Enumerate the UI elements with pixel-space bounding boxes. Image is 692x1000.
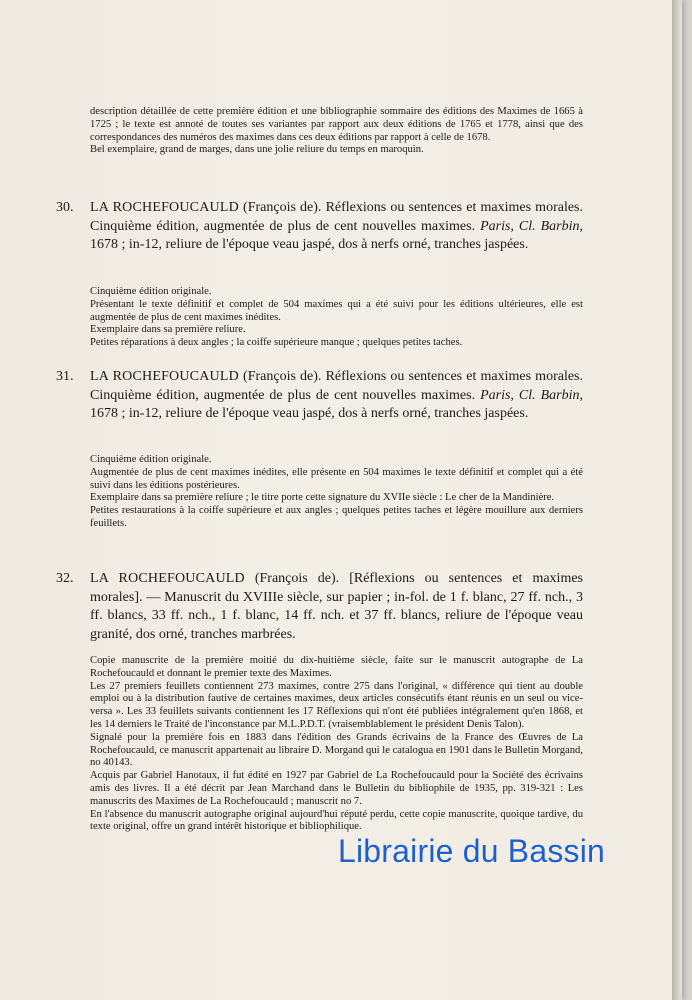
note-line: Les 27 premiers feuillets contiennent 273 maximes, contre 275 dans l'original, « différence qui tient au double emploi ou à la distribution fautive de certaines maximes, deux articles consécutifs étant réunis en un seul ou vice-versa ». Les 33 feuillets suivants contiennent les 17 Réflexions qui n'ont été publiées intégralement qu'en 1868, et les 14 derniers le Traité de l'inconstance par M.L.P.D.T. (vraisemblablement le président Denis Talon).: [90, 680, 583, 730]
note-line: Exemplaire dans sa première reliure ; le titre porte cette signature du XVIIe siècle : Le cher de la Mandinière.: [90, 492, 555, 504]
note-line: Présentant le texte définitif et complet de 504 maximes qui a été suivi pour les éditions ultérieures, elle est augmentée de plus de cent maximes inédites.: [90, 298, 583, 323]
page-edge: [672, 0, 682, 1000]
note-line: Petites réparations à deux angles ; la coiffe supérieure manque ; quelques petites taches.: [90, 337, 463, 349]
note-line: Cinquième édition originale.: [90, 454, 212, 465]
entry-notes-30: [90, 286, 583, 350]
entry-title: (François de). Réflexions ou sentences et maximes morales. Cinquième édition, augmentée de plus de cent nouvelles maximes.: [90, 200, 584, 234]
note-line: En l'absence du manuscrit autographe original aujourd'hui réputé perdu, cette copie manuscrite, quoique tardive, du texte original, offre un grand intérêt historique et bibliophilique.: [90, 808, 583, 833]
note-line: Exemplaire dans sa première reliure.: [90, 324, 246, 336]
entry-title: (François de). [Réflexions ou sentences et maximes morales]. — Manuscrit du XVIIIe siècle, sur papier ; in-fol. de 1 f. blanc, 27 ff. nch., 3 ff. blancs, 33 ff. nch., 1 f. blanc, 14 ff. nch. et 37 ff. blancs, reliure de l'époque veau granité, dos orné, tranches marbrées.: [90, 571, 583, 642]
intro-line: Bel exemplaire, grand de marges, dans une jolie reliure du temps en maroquin.: [90, 144, 424, 156]
entry-notes-31: [90, 454, 583, 531]
entry-heading-30: [56, 199, 584, 255]
entry-imprint: Paris, Cl. Barbin: [480, 387, 580, 403]
note-line: Cinquième édition originale.: [90, 286, 212, 297]
entry-heading-32: [56, 570, 583, 644]
entry-description: , 1678 ; in-12, reliure de l'époque veau jaspé, dos à nerfs orné, tranches jaspées.: [90, 218, 583, 253]
entry-heading-31: [56, 368, 584, 424]
entry-number: 30.: [56, 200, 74, 215]
entry-author: LA ROCHEFOUCAULD: [90, 200, 239, 215]
entry-imprint: Paris, Cl. Barbin: [480, 218, 580, 234]
entry-notes-32: [90, 655, 583, 834]
note-line: Petites restaurations à la coiffe supérieure et aux angles ; quelques petites taches et légère mouillure aux derniers feuillets.: [90, 505, 583, 529]
note-line: Copie manuscrite de la première moitié du dix-huitième siècle, faite sur le manuscrit autographe de La Rochefoucauld et donnant le premier texte des Maximes.: [90, 655, 583, 679]
entry-title: (François de). Réflexions ou sentences et maximes morales. Cinquième édition, augmentée de plus de cent nouvelles maximes.: [90, 369, 584, 403]
entry-author: LA ROCHEFOUCAULD: [90, 571, 245, 586]
entry-number: 32.: [56, 571, 74, 586]
intro-line: description détaillée de cette première édition et une bibliographie sommaire des éditions des Maximes de 1665 à 1725 ; le texte est annoté de toutes ses variantes par rapport aux deux éditions de 1765 et 1778, ainsi que des correspondances des numéros des maximes dans ces deux éditions par rapport à celle de 1678.: [90, 106, 583, 143]
note-line: Signalé pour la première fois en 1883 dans l'édition des Grands écrivains de la France des Œuvres de La Rochefoucauld, ce manuscrit appartenait au libraire D. Morgand qui le catalogua en 1901 dans le Bulletin Morgand, no 40143.: [90, 731, 583, 769]
note-line: Acquis par Gabriel Hanotaux, il fut édité en 1927 par Gabriel de La Rochefoucauld pour la Société des écrivains amis des livres. Il a été décrit par Jean Marchand dans le Bulletin du bibliophile de 1935, pp. 319-321 : Les manuscrits des Maximes de La Rochefoucauld ; manuscrit no 7.: [90, 770, 583, 807]
entry-number: 31.: [56, 369, 74, 384]
note-line: Augmentée de plus de cent maximes inédites, elle présente en 504 maximes le texte définitif et complet qui a été suivi dans les éditions postérieures.: [90, 466, 583, 491]
entry-description: , 1678 ; in-12, reliure de l'époque veau jaspé, dos à nerfs orné, tranches jaspées.: [90, 387, 583, 422]
entry-author: LA ROCHEFOUCAULD: [90, 369, 239, 384]
intro-paragraph: [90, 106, 583, 157]
watermark-text: Librairie du Bassin: [338, 833, 606, 869]
